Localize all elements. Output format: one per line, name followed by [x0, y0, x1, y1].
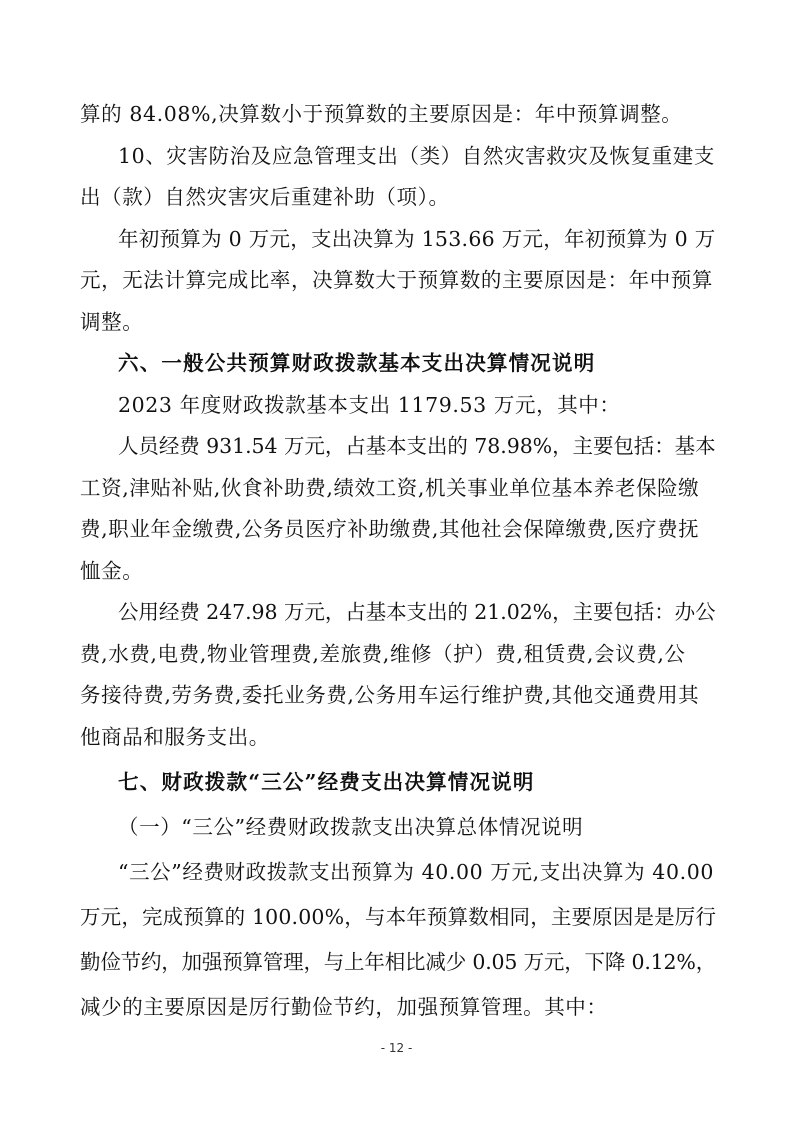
body-text-line: 出（款）自然灾害灾后重建补助（项）。 [80, 185, 450, 209]
section-heading: 六、一般公共预算财政拨款基本支出决算情况说明 [118, 351, 596, 375]
body-text-line: 调整。 [80, 310, 144, 334]
body-text-line: 减少的主要原因是厉行勤俭节约，加强预算管理。其中： [80, 995, 608, 1019]
body-text-line: 2023 年度财政拨款基本支出 1179.53 万元，其中： [118, 393, 621, 417]
body-text-line: 算的 84.08%,决算数小于预算数的主要原因是：年中预算调整。 [80, 102, 683, 126]
page-number: - 12 - [380, 1041, 413, 1055]
body-text-line: 工资,津贴补贴,伙食补助费,绩效工资,机关事业单位基本养老保险缴 [80, 476, 700, 500]
body-text-line: “三公”经费财政拨款支出预算为 40.00 万元,支出决算为 40.00 [118, 860, 714, 884]
body-text-line: 人员经费 931.54 万元，占基本支出的 78.98%，主要包括：基本 [118, 434, 716, 458]
body-text-line: 恤金。 [80, 559, 144, 583]
section-heading: 七、财政拨款“三公”经费支出决算情况说明 [118, 770, 535, 794]
subsection-heading: （一）“三公”经费财政拨款支出决算总体情况说明 [118, 815, 584, 839]
body-text-line: 公用经费 247.98 万元，占基本支出的 21.02%，主要包括：办公 [118, 600, 716, 624]
body-text-line: 费,水费,电费,物业管理费,差旅费,维修（护）费,租赁费,会议费,公 [80, 642, 686, 666]
body-text-line: 务接待费,劳务费,委托业务费,公务用车运行维护费,其他交通费用其 [80, 683, 700, 707]
body-text-line: 年初预算为 0 万元，支出决算为 153.66 万元，年初预算为 0 万 [118, 227, 716, 251]
body-text-line: 万元，完成预算的 100.00%，与本年预算数相同，主要原因是是厉行 [80, 905, 717, 929]
body-text-line: 10、灾害防治及应急管理支出（类）自然灾害救灾及恢复重建支 [118, 144, 715, 168]
body-text-line: 勤俭节约，加强预算管理，与上年相比减少 0.05 万元，下降 0.12%， [80, 950, 717, 974]
body-text-line: 费,职业年金缴费,公务员医疗补助缴费,其他社会保障缴费,医疗费抚 [80, 517, 700, 541]
body-text-line: 元，无法计算完成比率，决算数大于预算数的主要原因是：年中预算 [80, 268, 713, 292]
body-text-line: 他商品和服务支出。 [80, 725, 270, 749]
